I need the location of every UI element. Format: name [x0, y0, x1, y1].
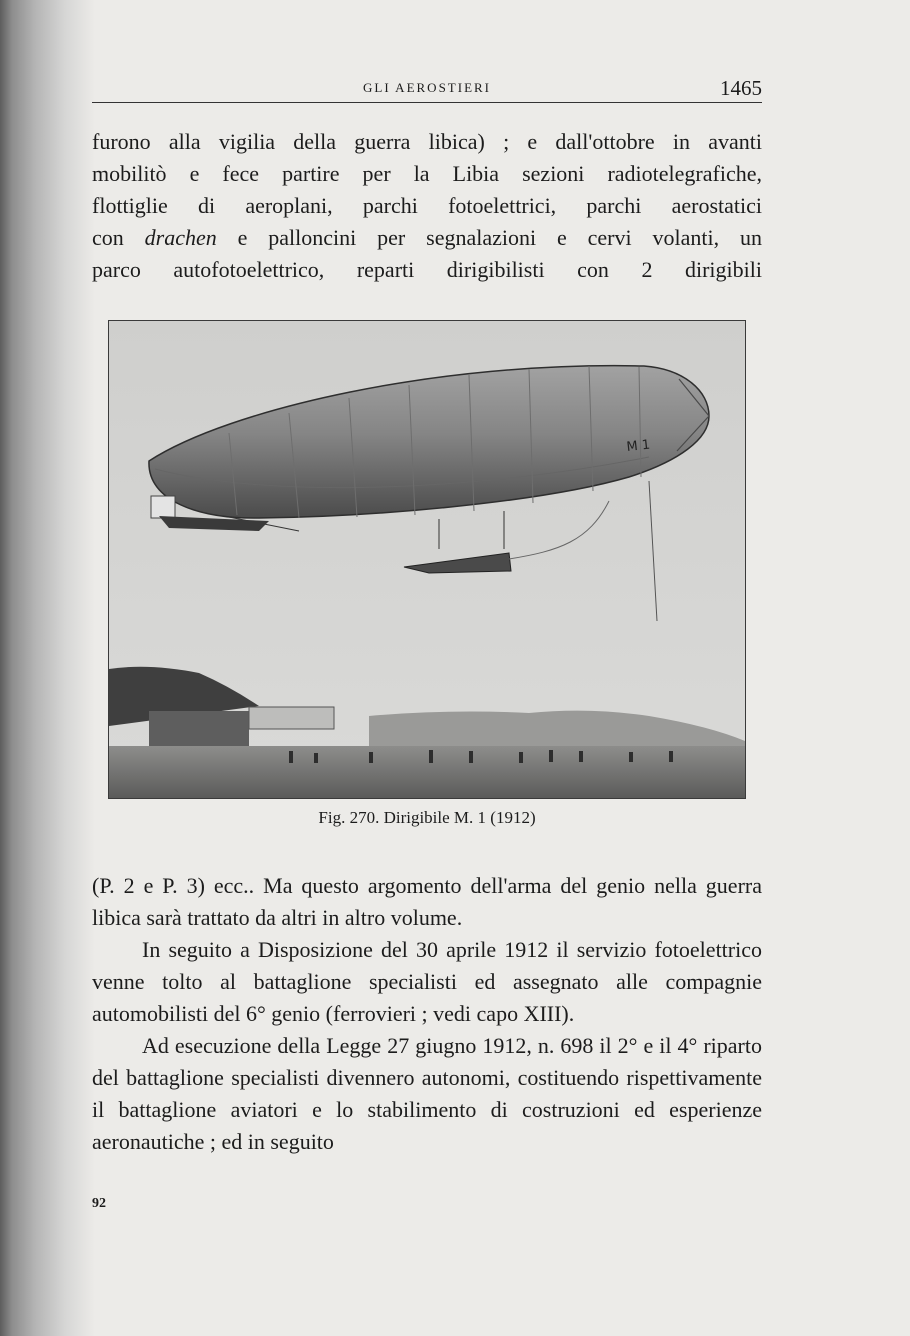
hangar: [149, 711, 249, 751]
text-fragment: e palloncini per segnalazioni e cervi volanti, un: [216, 225, 762, 250]
airfield: [109, 746, 745, 798]
page-number: 1465: [720, 76, 762, 100]
folio-number: 92: [92, 1196, 106, 1211]
text-line: mobilitò e fece partire per la Libia sezioni radiotelegrafiche,: [92, 161, 762, 186]
paragraph: In seguito a Disposizione del 30 aprile 1912 il servizio fotoelettrico venne tolto al battaglione specialisti ed assegnato alle compagnie automobilisti del 6° genio (ferrovieri ; vedi capo XIII).: [92, 937, 762, 1026]
text-line: furono alla vigilia della guerra libica) ; e dall'ottobre in avanti: [92, 129, 762, 154]
running-head: GLI AEROSTIERI: [362, 80, 492, 95]
book-gutter-shadow: [0, 0, 95, 1336]
page-header: [92, 76, 762, 103]
text-fragment: con: [92, 225, 145, 250]
paragraph: (P. 2 e P. 3) ecc.. Ma questo argomento dell'arma del genio nella guerra libica sarà trattato da altri in altro volume.: [92, 873, 762, 930]
building: [249, 707, 334, 729]
bottom-text: [92, 870, 762, 1158]
text-line: parco autofotoelettrico, reparti dirigibilisti con 2 dirigibili: [92, 257, 762, 282]
paragraph: Ad esecuzione della Legge 27 giugno 1912, n. 698 il 2° e il 4° riparto del battaglione specialisti divennero autonomi, costituendo rispettivamente il battaglione aviatori e lo stabilimento di costruzioni ed esperienze aeronautiche ; ed in seguito: [92, 1033, 762, 1154]
airship-marking: M 1: [625, 437, 651, 455]
figure-caption: Fig. 270. Dirigibile M. 1 (1912): [318, 808, 536, 827]
text-line: [92, 222, 762, 254]
airship-photograph: [108, 320, 746, 799]
text-line: flottiglie di aeroplani, parchi fotoelettrici, parchi aerostatici: [92, 193, 762, 218]
italic-term: drachen: [144, 225, 217, 250]
top-paragraph: [92, 126, 762, 286]
